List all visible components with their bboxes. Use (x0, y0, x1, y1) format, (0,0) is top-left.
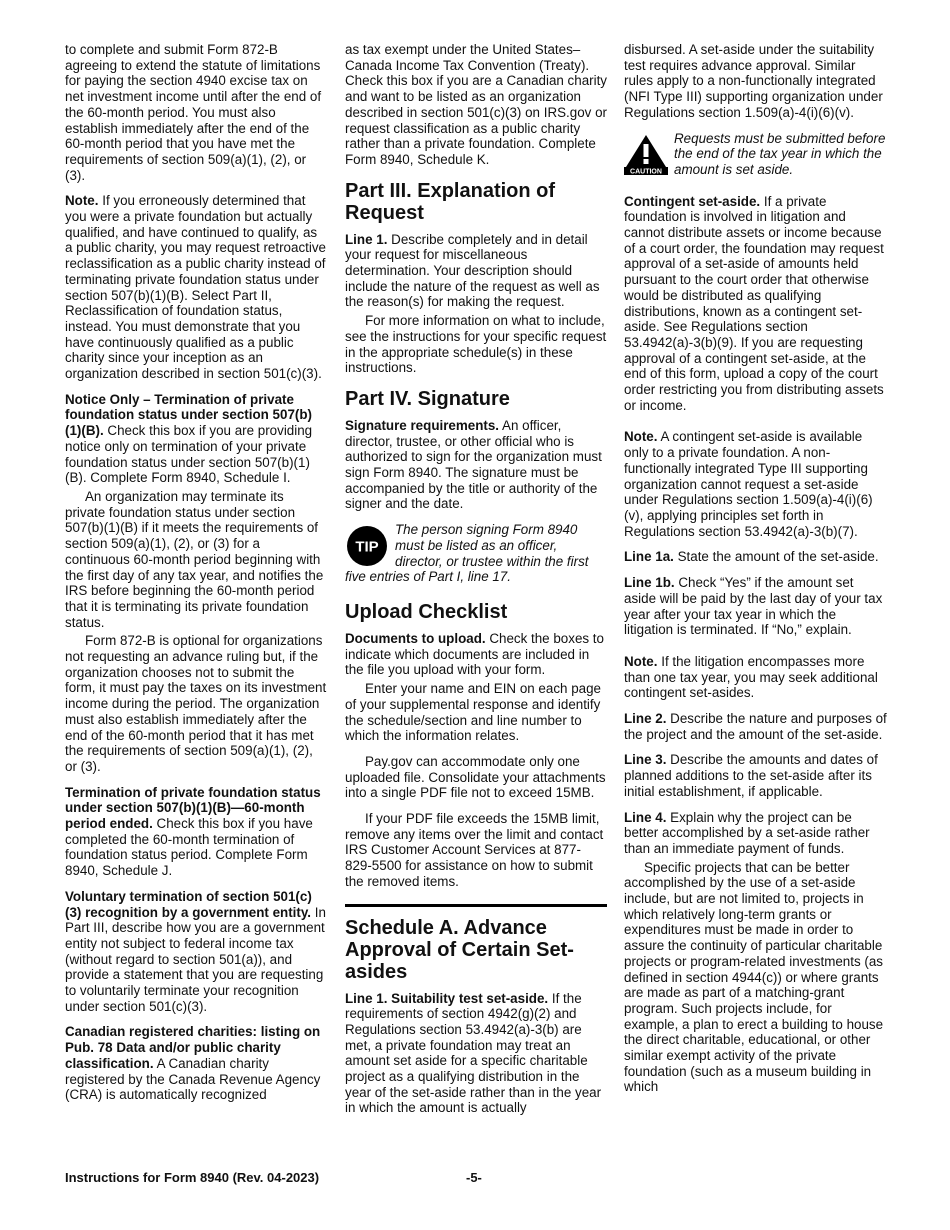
line-2-paragraph (624, 711, 887, 742)
paragraph: to complete and submit Form 872-B agreeing to extend the statute of limitations for paying the section 4940 excise tax on net investment income until after the end of the 60-month period. You must also establish immediately after the end of the 60-month period that you have met the requirements of section 509(a)(1), (2), or (3). (65, 42, 322, 183)
caution-callout (624, 131, 887, 178)
tip-callout (345, 522, 607, 585)
contingent-label: Contingent set-aside. (624, 193, 761, 209)
paragraph: Specific projects that can be better accomplished by the use of a set-aside include, but are not limited to, projects in which relatively long-term grants or expenditures must be made in order to assure the continuity of particular charitable projects or program-related investments (as defined in section 4944(c)) or where grants are made as part of a matching-grant program. Such projects include, for example, a plan to erect a building to house the direct charitable, educational, or other similar exempt activity of the private foundation (such as a museum building in which (624, 859, 884, 1095)
suitability-label: Line 1. Suitability test set-aside. (345, 990, 549, 1006)
termination-paragraph (65, 785, 327, 879)
contingent-text: If a private foundation is involved in litigation and cannot distribute assets or income because of a court order, the foundation may request approval of a set-aside of amounts held pursuant to the court order that otherwise would be distributed as qualifying distributions, known as a contingent set-aside. See Regulations section 53.4942(a)-3(b)(9). If you are requesting approval of a contingent set-aside, at the end of this form, upload a copy of the court order restricting you from distributing assets or income. (624, 193, 884, 413)
column-2 (345, 42, 607, 1126)
note-text: A contingent set-aside is available only to a private foundation. A non-functionally integrated Type III supporting organization cannot request a set-aside under Regulations section 1.509(a)-4(i)(6)(v), applying principles set forth in Regulations section 53.4942(a)-3(b)(7). (624, 429, 873, 539)
part-4-heading: Part IV. Signature (345, 387, 510, 410)
canadian-charities-text: A Canadian charity registered by the Canada Revenue Agency (CRA) is automatically recognized (65, 1055, 321, 1103)
notice-only-heading: Notice Only – Termination of private foundation status under section 507(b)(1)(B). (65, 391, 313, 439)
upload-checklist-heading: Upload Checklist (345, 600, 508, 623)
tip-icon (345, 524, 389, 568)
line-3-paragraph (624, 752, 887, 799)
signature-paragraph (345, 418, 607, 512)
voluntary-termination-heading: Voluntary termination of section 501(c)(3) recognition by a government entity. (65, 888, 312, 920)
paragraph: as tax exempt under the United States–Canada Income Tax Convention (Treaty). Check this box if you are a Canadian charity and want to be listed as an organization described in section 501(c)(3) on IRS.gov or request classification as a public charity rather than a private foundation. Complete Form 8940, Schedule K. (345, 42, 608, 167)
signature-text: An officer, director, trustee, or other official who is authorized to sign for the organization must sign Form 8940. The signature must be accompanied by the title or authority of the signer and the date. (345, 417, 602, 512)
line-1a-text: State the amount of the set-aside. (677, 549, 879, 565)
canadian-charities-paragraph (65, 1024, 327, 1103)
line-4-label: Line 4. (624, 809, 667, 825)
caution-icon (624, 133, 668, 175)
termination-heading: Termination of private foundation status under section 507(b)(1)(B)—60-month period ended. (65, 784, 321, 832)
note-label: Note. (624, 653, 658, 669)
paragraph: If your PDF file exceeds the 15MB limit, remove any items over the limit and contact IRS Customer Account Services at 877-829-5500 for assistance on how to submit the removed items. (345, 811, 604, 889)
voluntary-termination-text: In Part III, describe how you are a government entity not subject to federal income tax (without regard to section 501(a)), and provide a statement that you are requesting to voluntarily terminate your recognition under section 501(c)(3). (65, 904, 326, 1014)
contingent-paragraph (624, 194, 887, 414)
suitability-text: If the requirements of section 4942(g)(2) and Regulations section 53.4942(a)-3(b) are met, a private foundation may treat an amount set aside for a specific charitable project as a qualifying distribution in the year of the set-aside rather than in the year in which the amount is actually (345, 990, 602, 1116)
paragraph: Form 872-B is optional for organizations not requesting an advance ruling but, if the organization chooses not to submit the form, it must pay the taxes on its investment income during the period. The organization must also establish immediately after the end of the 60-month period that it has met the requirements of section 509(a)(1), (2), or (3). (65, 633, 327, 774)
column-1 (65, 42, 327, 1113)
note-text: If the litigation encompasses more than one tax year, you may seek additional contingent set-asides. (624, 653, 878, 701)
footer-page-number: -5- (466, 1170, 482, 1185)
note-paragraph (65, 193, 327, 381)
schedule-a-heading: Schedule A. Advance Approval of Certain Set-asides (345, 916, 574, 983)
line-1b-label: Line 1b. (624, 575, 675, 591)
paragraph: Enter your name and EIN on each page of your supplemental response and identify the schedule/section and line number to which the information relates. (345, 681, 601, 744)
line-3-text: Describe the amounts and dates of planned additions to the set-aside after its initial establishment, if applicable. (624, 752, 878, 799)
documents-paragraph (345, 631, 607, 678)
termination-text: Check this box if you have completed the 60-month termination of foundation status period. Complete Form 8940, Schedule J. (65, 816, 313, 879)
line-1a-paragraph (624, 549, 887, 565)
note-label: Note. (624, 429, 658, 445)
paragraph: Pay.gov can accommodate only one uploaded file. Consolidate your attachments into a single PDF file not to exceed 15MB. (345, 753, 606, 801)
paragraph: An organization may terminate its private foundation status under section 507(b)(1)(B) if it meets the requirements of section 509(a)(1), (2), or (3) for a continuous 60-month period beginning with the first day of any tax year, and notifies the IRS before beginning the 60-month period that it is terminating its private foundation status. (65, 488, 324, 630)
line-2-label: Line 2. (624, 711, 667, 727)
documents-label: Documents to upload. (345, 630, 486, 646)
note-text: If you erroneously determined that you were a private foundation but actually qualified, and have continued to qualify, as a public charity, you may request retroactive reclassification as a public charity instead of terminating private foundation status under section 507(b)(1)(B). Select Part II, Reclassification of foundation status, instead. You must demonstrate that you have continuously qualified as a public charity since your inception as an organization described in section 501(c)(3). (65, 193, 326, 382)
paragraph: For more information on what to include, see the instructions for your specific request in the appropriate schedule(s) in these instructions. (345, 313, 607, 376)
signature-label: Signature requirements. (345, 417, 500, 433)
line-1-paragraph (345, 232, 607, 311)
note-label: Note. (65, 193, 99, 209)
line-4-paragraph (624, 810, 887, 857)
caution-text: Requests must be submitted before the end of the tax year in which the amount is set aside. (674, 130, 886, 177)
documents-text: Check the boxes to indicate which documents are included in the file you upload with your form. (345, 630, 604, 678)
line-1b-paragraph (624, 575, 887, 638)
line-3-label: Line 3. (624, 752, 667, 768)
tip-text: The person signing Form 8940 must be listed as an officer, director, or trustee within the first five entries of Part I, line 17. (345, 522, 589, 585)
part-3-heading: Part III. Explanation of Request (345, 179, 556, 224)
line-4-text: Explain why the project can be better accomplished by a set-aside rather than an immediate payment of funds. (624, 809, 870, 856)
footer-form-title: Instructions for Form 8940 (Rev. 04-2023) (65, 1170, 320, 1185)
caution-icon-label: CAUTION (630, 168, 662, 175)
line-2-text: Describe the nature and purposes of the project and the amount of the set-aside. (624, 711, 887, 742)
line-1-label: Line 1. (345, 231, 388, 247)
note-paragraph (624, 429, 887, 539)
column-3 (624, 42, 887, 1105)
notice-only-paragraph (65, 392, 327, 486)
voluntary-termination-paragraph (65, 889, 327, 1015)
line-1a-label: Line 1a. (624, 549, 674, 565)
suitability-paragraph (345, 991, 607, 1117)
tip-icon-label: TIP (355, 538, 379, 556)
section-divider (345, 904, 607, 907)
notice-only-text: Check this box if you are providing notice only on termination of your private foundation status under section 507(b)(1)(B). Complete Form 8940, Schedule I. (65, 423, 313, 486)
line-1-text: Describe completely and in detail your request for miscellaneous determination. Your description should include the nature of the request as well as the reason(s) for making the request. (345, 231, 600, 310)
note-paragraph (624, 654, 887, 701)
canadian-charities-heading: Canadian registered charities: listing on Pub. 78 Data and/or public charity classification. (65, 1024, 321, 1071)
paragraph: disbursed. A set-aside under the suitability test requires advance approval. Similar rules apply to a non-functionally integrated (NFI Type III) supporting organization under Regulations section 1.509(a)-4(i)(6)(v). (624, 42, 883, 120)
line-1b-text: Check “Yes” if the amount set aside will be paid by the last day of your tax year after your tax year in which the litigation is terminated. If “No,” explain. (624, 575, 883, 638)
